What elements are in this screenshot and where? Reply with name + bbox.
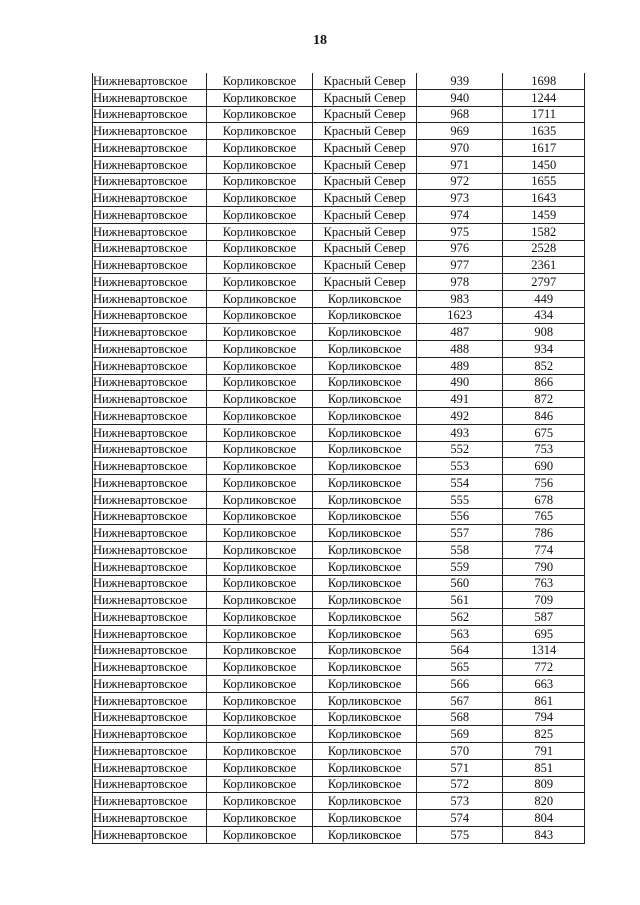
value-cell: 866 bbox=[503, 374, 585, 391]
value-cell: 843 bbox=[503, 826, 585, 843]
district-cell: Нижневартовское bbox=[93, 491, 207, 508]
well-number-cell: 553 bbox=[416, 458, 503, 475]
field-cell: Корликовское bbox=[206, 709, 313, 726]
field-cell: Корликовское bbox=[206, 692, 313, 709]
area-cell: Корликовское bbox=[313, 659, 417, 676]
district-cell: Нижневартовское bbox=[93, 826, 207, 843]
table-row bbox=[93, 458, 585, 475]
well-number-cell: 557 bbox=[416, 525, 503, 542]
value-cell: 791 bbox=[503, 743, 585, 760]
well-number-cell: 575 bbox=[416, 826, 503, 843]
field-cell: Корликовское bbox=[206, 140, 313, 157]
well-number-cell: 973 bbox=[416, 190, 503, 207]
table-row bbox=[93, 575, 585, 592]
district-cell: Нижневартовское bbox=[93, 341, 207, 358]
district-cell: Нижневартовское bbox=[93, 357, 207, 374]
field-cell: Корликовское bbox=[206, 759, 313, 776]
area-cell: Корликовское bbox=[313, 458, 417, 475]
value-cell: 434 bbox=[503, 307, 585, 324]
value-cell: 1582 bbox=[503, 223, 585, 240]
well-number-cell: 940 bbox=[416, 89, 503, 106]
district-cell: Нижневартовское bbox=[93, 73, 207, 89]
table-row bbox=[93, 89, 585, 106]
district-cell: Нижневартовское bbox=[93, 475, 207, 492]
field-cell: Корликовское bbox=[206, 89, 313, 106]
table-row bbox=[93, 341, 585, 358]
district-cell: Нижневартовское bbox=[93, 810, 207, 827]
field-cell: Корликовское bbox=[206, 475, 313, 492]
field-cell: Корликовское bbox=[206, 173, 313, 190]
district-cell: Нижневартовское bbox=[93, 709, 207, 726]
area-cell: Красный Север bbox=[313, 173, 417, 190]
table-row bbox=[93, 290, 585, 307]
table-row bbox=[93, 692, 585, 709]
district-cell: Нижневартовское bbox=[93, 726, 207, 743]
data-table bbox=[92, 73, 585, 844]
area-cell: Корликовское bbox=[313, 475, 417, 492]
table-row bbox=[93, 491, 585, 508]
well-number-cell: 569 bbox=[416, 726, 503, 743]
field-cell: Корликовское bbox=[206, 609, 313, 626]
table-row bbox=[93, 793, 585, 810]
field-cell: Корликовское bbox=[206, 391, 313, 408]
area-cell: Корликовское bbox=[313, 558, 417, 575]
well-number-cell: 558 bbox=[416, 542, 503, 559]
value-cell: 1244 bbox=[503, 89, 585, 106]
field-cell: Корликовское bbox=[206, 73, 313, 89]
district-cell: Нижневартовское bbox=[93, 374, 207, 391]
table-row bbox=[93, 207, 585, 224]
table-row bbox=[93, 357, 585, 374]
well-number-cell: 555 bbox=[416, 491, 503, 508]
area-cell: Корликовское bbox=[313, 441, 417, 458]
well-number-cell: 564 bbox=[416, 642, 503, 659]
table-row bbox=[93, 106, 585, 123]
value-cell: 1617 bbox=[503, 140, 585, 157]
area-cell: Красный Север bbox=[313, 240, 417, 257]
table-row bbox=[93, 240, 585, 257]
value-cell: 1450 bbox=[503, 156, 585, 173]
table-row bbox=[93, 424, 585, 441]
field-cell: Корликовское bbox=[206, 525, 313, 542]
field-cell: Корликовское bbox=[206, 223, 313, 240]
table-row bbox=[93, 173, 585, 190]
table-row bbox=[93, 441, 585, 458]
table-row bbox=[93, 810, 585, 827]
value-cell: 675 bbox=[503, 424, 585, 441]
field-cell: Корликовское bbox=[206, 207, 313, 224]
well-number-cell: 570 bbox=[416, 743, 503, 760]
district-cell: Нижневартовское bbox=[93, 290, 207, 307]
area-cell: Корликовское bbox=[313, 692, 417, 709]
value-cell: 872 bbox=[503, 391, 585, 408]
well-number-cell: 563 bbox=[416, 625, 503, 642]
district-cell: Нижневартовское bbox=[93, 659, 207, 676]
table-row bbox=[93, 726, 585, 743]
district-cell: Нижневартовское bbox=[93, 625, 207, 642]
well-number-cell: 972 bbox=[416, 173, 503, 190]
area-cell: Корликовское bbox=[313, 642, 417, 659]
well-number-cell: 971 bbox=[416, 156, 503, 173]
table-row bbox=[93, 374, 585, 391]
well-number-cell: 491 bbox=[416, 391, 503, 408]
table-row bbox=[93, 592, 585, 609]
field-cell: Корликовское bbox=[206, 424, 313, 441]
field-cell: Корликовское bbox=[206, 290, 313, 307]
district-cell: Нижневартовское bbox=[93, 676, 207, 693]
district-cell: Нижневартовское bbox=[93, 692, 207, 709]
table-row bbox=[93, 408, 585, 425]
field-cell: Корликовское bbox=[206, 123, 313, 140]
table-row bbox=[93, 223, 585, 240]
district-cell: Нижневартовское bbox=[93, 525, 207, 542]
district-cell: Нижневартовское bbox=[93, 642, 207, 659]
field-cell: Корликовское bbox=[206, 625, 313, 642]
value-cell: 756 bbox=[503, 475, 585, 492]
value-cell: 587 bbox=[503, 609, 585, 626]
table-row bbox=[93, 776, 585, 793]
value-cell: 690 bbox=[503, 458, 585, 475]
well-number-cell: 565 bbox=[416, 659, 503, 676]
area-cell: Корликовское bbox=[313, 609, 417, 626]
well-number-cell: 574 bbox=[416, 810, 503, 827]
area-cell: Корликовское bbox=[313, 307, 417, 324]
value-cell: 1314 bbox=[503, 642, 585, 659]
well-number-cell: 968 bbox=[416, 106, 503, 123]
value-cell: 1635 bbox=[503, 123, 585, 140]
value-cell: 908 bbox=[503, 324, 585, 341]
well-number-cell: 490 bbox=[416, 374, 503, 391]
field-cell: Корликовское bbox=[206, 676, 313, 693]
well-number-cell: 976 bbox=[416, 240, 503, 257]
district-cell: Нижневартовское bbox=[93, 408, 207, 425]
area-cell: Корликовское bbox=[313, 424, 417, 441]
well-number-cell: 567 bbox=[416, 692, 503, 709]
district-cell: Нижневартовское bbox=[93, 156, 207, 173]
table-row bbox=[93, 759, 585, 776]
area-cell: Корликовское bbox=[313, 793, 417, 810]
value-cell: 449 bbox=[503, 290, 585, 307]
table-row bbox=[93, 391, 585, 408]
well-number-cell: 573 bbox=[416, 793, 503, 810]
field-cell: Корликовское bbox=[206, 793, 313, 810]
well-number-cell: 568 bbox=[416, 709, 503, 726]
well-number-cell: 554 bbox=[416, 475, 503, 492]
table-row bbox=[93, 659, 585, 676]
district-cell: Нижневартовское bbox=[93, 190, 207, 207]
area-cell: Красный Север bbox=[313, 190, 417, 207]
field-cell: Корликовское bbox=[206, 307, 313, 324]
value-cell: 1711 bbox=[503, 106, 585, 123]
district-cell: Нижневартовское bbox=[93, 89, 207, 106]
area-cell: Корликовское bbox=[313, 542, 417, 559]
field-cell: Корликовское bbox=[206, 324, 313, 341]
value-cell: 1655 bbox=[503, 173, 585, 190]
area-cell: Красный Север bbox=[313, 257, 417, 274]
well-number-cell: 552 bbox=[416, 441, 503, 458]
district-cell: Нижневартовское bbox=[93, 106, 207, 123]
area-cell: Корликовское bbox=[313, 491, 417, 508]
area-cell: Корликовское bbox=[313, 341, 417, 358]
area-cell: Корликовское bbox=[313, 726, 417, 743]
area-cell: Красный Север bbox=[313, 156, 417, 173]
district-cell: Нижневартовское bbox=[93, 776, 207, 793]
well-number-cell: 1623 bbox=[416, 307, 503, 324]
area-cell: Корликовское bbox=[313, 374, 417, 391]
area-cell: Красный Север bbox=[313, 106, 417, 123]
area-cell: Корликовское bbox=[313, 508, 417, 525]
value-cell: 772 bbox=[503, 659, 585, 676]
well-number-cell: 975 bbox=[416, 223, 503, 240]
district-cell: Нижневартовское bbox=[93, 542, 207, 559]
field-cell: Корликовское bbox=[206, 357, 313, 374]
field-cell: Корликовское bbox=[206, 575, 313, 592]
table-body bbox=[93, 73, 585, 843]
area-cell: Красный Север bbox=[313, 274, 417, 291]
area-cell: Корликовское bbox=[313, 592, 417, 609]
field-cell: Корликовское bbox=[206, 156, 313, 173]
value-cell: 2528 bbox=[503, 240, 585, 257]
value-cell: 861 bbox=[503, 692, 585, 709]
area-cell: Красный Север bbox=[313, 89, 417, 106]
value-cell: 765 bbox=[503, 508, 585, 525]
area-cell: Корликовское bbox=[313, 625, 417, 642]
district-cell: Нижневартовское bbox=[93, 508, 207, 525]
field-cell: Корликовское bbox=[206, 542, 313, 559]
district-cell: Нижневартовское bbox=[93, 441, 207, 458]
value-cell: 934 bbox=[503, 341, 585, 358]
table-row bbox=[93, 123, 585, 140]
value-cell: 1698 bbox=[503, 73, 585, 89]
area-cell: Красный Север bbox=[313, 73, 417, 89]
table-row bbox=[93, 156, 585, 173]
field-cell: Корликовское bbox=[206, 826, 313, 843]
field-cell: Корликовское bbox=[206, 441, 313, 458]
district-cell: Нижневартовское bbox=[93, 257, 207, 274]
value-cell: 825 bbox=[503, 726, 585, 743]
district-cell: Нижневартовское bbox=[93, 173, 207, 190]
value-cell: 663 bbox=[503, 676, 585, 693]
field-cell: Корликовское bbox=[206, 592, 313, 609]
value-cell: 820 bbox=[503, 793, 585, 810]
well-number-cell: 970 bbox=[416, 140, 503, 157]
area-cell: Корликовское bbox=[313, 525, 417, 542]
field-cell: Корликовское bbox=[206, 558, 313, 575]
value-cell: 852 bbox=[503, 357, 585, 374]
well-number-cell: 559 bbox=[416, 558, 503, 575]
field-cell: Корликовское bbox=[206, 726, 313, 743]
well-number-cell: 556 bbox=[416, 508, 503, 525]
table-row bbox=[93, 525, 585, 542]
table-row bbox=[93, 542, 585, 559]
table-row bbox=[93, 508, 585, 525]
value-cell: 794 bbox=[503, 709, 585, 726]
area-cell: Корликовское bbox=[313, 357, 417, 374]
area-cell: Корликовское bbox=[313, 776, 417, 793]
table-row bbox=[93, 709, 585, 726]
field-cell: Корликовское bbox=[206, 341, 313, 358]
district-cell: Нижневартовское bbox=[93, 391, 207, 408]
value-cell: 790 bbox=[503, 558, 585, 575]
district-cell: Нижневартовское bbox=[93, 240, 207, 257]
table-row bbox=[93, 324, 585, 341]
district-cell: Нижневартовское bbox=[93, 223, 207, 240]
well-number-cell: 493 bbox=[416, 424, 503, 441]
well-number-cell: 969 bbox=[416, 123, 503, 140]
value-cell: 753 bbox=[503, 441, 585, 458]
value-cell: 1643 bbox=[503, 190, 585, 207]
area-cell: Корликовское bbox=[313, 408, 417, 425]
district-cell: Нижневартовское bbox=[93, 592, 207, 609]
area-cell: Красный Север bbox=[313, 123, 417, 140]
value-cell: 763 bbox=[503, 575, 585, 592]
area-cell: Корликовское bbox=[313, 759, 417, 776]
table-row bbox=[93, 274, 585, 291]
well-number-cell: 487 bbox=[416, 324, 503, 341]
table-row bbox=[93, 625, 585, 642]
well-number-cell: 983 bbox=[416, 290, 503, 307]
district-cell: Нижневартовское bbox=[93, 274, 207, 291]
table-row bbox=[93, 307, 585, 324]
field-cell: Корликовское bbox=[206, 810, 313, 827]
district-cell: Нижневартовское bbox=[93, 207, 207, 224]
well-number-cell: 488 bbox=[416, 341, 503, 358]
field-cell: Корликовское bbox=[206, 508, 313, 525]
district-cell: Нижневартовское bbox=[93, 609, 207, 626]
table-row bbox=[93, 190, 585, 207]
well-number-cell: 489 bbox=[416, 357, 503, 374]
well-number-cell: 978 bbox=[416, 274, 503, 291]
district-cell: Нижневартовское bbox=[93, 793, 207, 810]
value-cell: 678 bbox=[503, 491, 585, 508]
area-cell: Корликовское bbox=[313, 709, 417, 726]
table-row bbox=[93, 826, 585, 843]
district-cell: Нижневартовское bbox=[93, 424, 207, 441]
area-cell: Красный Север bbox=[313, 140, 417, 157]
well-number-cell: 566 bbox=[416, 676, 503, 693]
table-row bbox=[93, 743, 585, 760]
district-cell: Нижневартовское bbox=[93, 575, 207, 592]
well-number-cell: 974 bbox=[416, 207, 503, 224]
field-cell: Корликовское bbox=[206, 743, 313, 760]
area-cell: Красный Север bbox=[313, 207, 417, 224]
field-cell: Корликовское bbox=[206, 106, 313, 123]
district-cell: Нижневартовское bbox=[93, 140, 207, 157]
field-cell: Корликовское bbox=[206, 642, 313, 659]
field-cell: Корликовское bbox=[206, 776, 313, 793]
value-cell: 786 bbox=[503, 525, 585, 542]
value-cell: 851 bbox=[503, 759, 585, 776]
area-cell: Корликовское bbox=[313, 391, 417, 408]
field-cell: Корликовское bbox=[206, 659, 313, 676]
field-cell: Корликовское bbox=[206, 257, 313, 274]
area-cell: Корликовское bbox=[313, 324, 417, 341]
area-cell: Красный Север bbox=[313, 223, 417, 240]
well-number-cell: 492 bbox=[416, 408, 503, 425]
field-cell: Корликовское bbox=[206, 374, 313, 391]
field-cell: Корликовское bbox=[206, 274, 313, 291]
table-row bbox=[93, 257, 585, 274]
district-cell: Нижневартовское bbox=[93, 123, 207, 140]
area-cell: Корликовское bbox=[313, 743, 417, 760]
table-row bbox=[93, 73, 585, 89]
well-number-cell: 571 bbox=[416, 759, 503, 776]
field-cell: Корликовское bbox=[206, 240, 313, 257]
page-number: 18 bbox=[313, 33, 327, 48]
field-cell: Корликовское bbox=[206, 458, 313, 475]
field-cell: Корликовское bbox=[206, 491, 313, 508]
well-number-cell: 572 bbox=[416, 776, 503, 793]
value-cell: 695 bbox=[503, 625, 585, 642]
value-cell: 809 bbox=[503, 776, 585, 793]
table-row bbox=[93, 558, 585, 575]
value-cell: 709 bbox=[503, 592, 585, 609]
area-cell: Корликовское bbox=[313, 575, 417, 592]
well-number-cell: 561 bbox=[416, 592, 503, 609]
district-cell: Нижневартовское bbox=[93, 307, 207, 324]
district-cell: Нижневартовское bbox=[93, 558, 207, 575]
field-cell: Корликовское bbox=[206, 408, 313, 425]
area-cell: Корликовское bbox=[313, 290, 417, 307]
well-number-cell: 560 bbox=[416, 575, 503, 592]
value-cell: 774 bbox=[503, 542, 585, 559]
table-row bbox=[93, 642, 585, 659]
table-row bbox=[93, 475, 585, 492]
table-row bbox=[93, 609, 585, 626]
district-cell: Нижневартовское bbox=[93, 324, 207, 341]
area-cell: Корликовское bbox=[313, 826, 417, 843]
value-cell: 2797 bbox=[503, 274, 585, 291]
district-cell: Нижневартовское bbox=[93, 743, 207, 760]
district-cell: Нижневартовское bbox=[93, 458, 207, 475]
field-cell: Корликовское bbox=[206, 190, 313, 207]
well-number-cell: 977 bbox=[416, 257, 503, 274]
table-row bbox=[93, 676, 585, 693]
value-cell: 804 bbox=[503, 810, 585, 827]
value-cell: 846 bbox=[503, 408, 585, 425]
area-cell: Корликовское bbox=[313, 676, 417, 693]
well-number-cell: 562 bbox=[416, 609, 503, 626]
value-cell: 1459 bbox=[503, 207, 585, 224]
well-number-cell: 939 bbox=[416, 73, 503, 89]
area-cell: Корликовское bbox=[313, 810, 417, 827]
table-row bbox=[93, 140, 585, 157]
value-cell: 2361 bbox=[503, 257, 585, 274]
district-cell: Нижневартовское bbox=[93, 759, 207, 776]
